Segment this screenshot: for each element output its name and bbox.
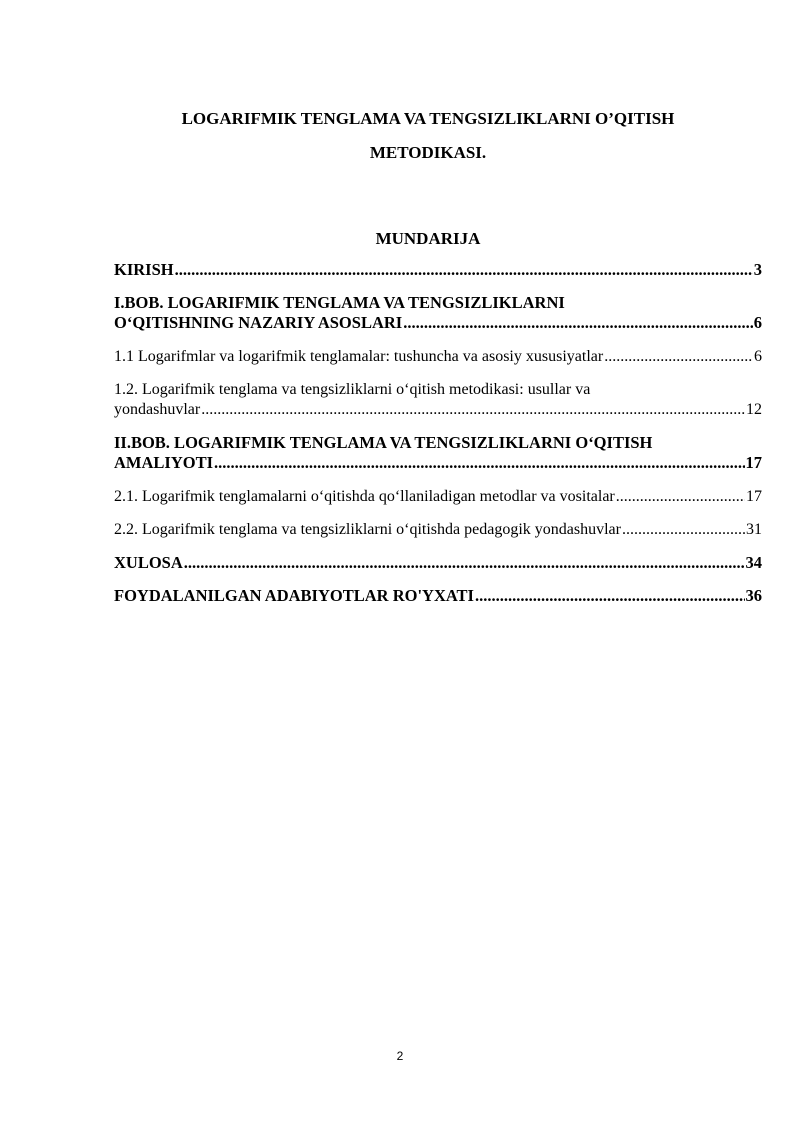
toc-entry-title: 1.2. Logarifmik tenglama va tengsizliklarni o‘qitish metodikasi: usullar va	[114, 381, 591, 398]
dot-leader	[475, 586, 745, 606]
page-number: 2	[396, 1049, 404, 1063]
toc-page-number: 36	[745, 586, 762, 605]
dot-leader	[622, 520, 745, 540]
toc-entry-title-continued: AMALIYOTI	[114, 453, 214, 472]
toc-page-number: 6	[754, 348, 762, 365]
toc-entry-section-2-1[interactable]	[114, 487, 762, 507]
toc-entry-title: FOYDALANILGAN ADABIYOTLAR RO'YXATI	[114, 586, 474, 605]
toc-page-number: 34	[745, 553, 762, 572]
toc-entry-title: 2.1. Logarifmik tenglamalarni o‘qitishda qo‘llaniladigan metodlar va vositalar	[114, 488, 615, 505]
dot-leader	[184, 553, 745, 573]
toc-page-number: 3	[753, 260, 762, 279]
toc-entry-section-1-2[interactable]	[114, 380, 762, 420]
toc-entry-xulosa[interactable]	[114, 553, 762, 573]
toc-page-number: 6	[753, 313, 762, 332]
toc-entry-title: 2.2. Logarifmik tenglama va tengsizliklarni o‘qitishda pedagogik yondashuvlar	[114, 521, 621, 538]
dot-leader	[175, 260, 753, 280]
toc-entry-title: KIRISH	[114, 260, 174, 279]
dot-leader	[604, 347, 753, 367]
document-title-line-1: LOGARIFMIK TENGLAMA VA TENGSIZLIKLARNI O’QITISH	[181, 109, 675, 128]
document-title-line-2: METODIKASI.	[369, 143, 487, 162]
dot-leader	[403, 313, 753, 333]
toc-entry-title-continued: O‘QITISHNING NAZARIY ASOSLARI	[114, 313, 403, 332]
toc-entry-title: 1.1 Logarifmlar va logarifmik tenglamalar: tushuncha va asosiy xususiyatlar	[114, 348, 604, 365]
toc-entry-references[interactable]	[114, 586, 762, 606]
toc-page-number: 12	[746, 401, 762, 418]
toc-entry-chapter-1[interactable]	[114, 293, 762, 333]
dot-leader	[616, 487, 745, 507]
toc-page-number: 31	[746, 521, 762, 538]
toc-entry-title: I.BOB. LOGARIFMIK TENGLAMA VA TENGSIZLIKLARNI	[114, 293, 565, 312]
toc-entry-title-continued: yondashuvlar	[114, 401, 201, 418]
dot-leader	[201, 400, 745, 420]
toc-entry-section-1-1[interactable]	[114, 347, 762, 367]
toc-page-number: 17	[745, 453, 762, 472]
dot-leader	[214, 453, 744, 473]
toc-entry-section-2-2[interactable]	[114, 520, 762, 540]
toc-entry-title: XULOSA	[114, 553, 183, 572]
toc-heading: MUNDARIJA	[375, 229, 481, 248]
toc-page-number: 17	[746, 488, 762, 505]
toc-entry-title: II.BOB. LOGARIFMIK TENGLAMA VA TENGSIZLIKLARNI O‘QITISH	[114, 433, 653, 452]
toc-entry-kirish[interactable]	[114, 260, 762, 280]
toc-entry-chapter-2[interactable]	[114, 433, 762, 473]
